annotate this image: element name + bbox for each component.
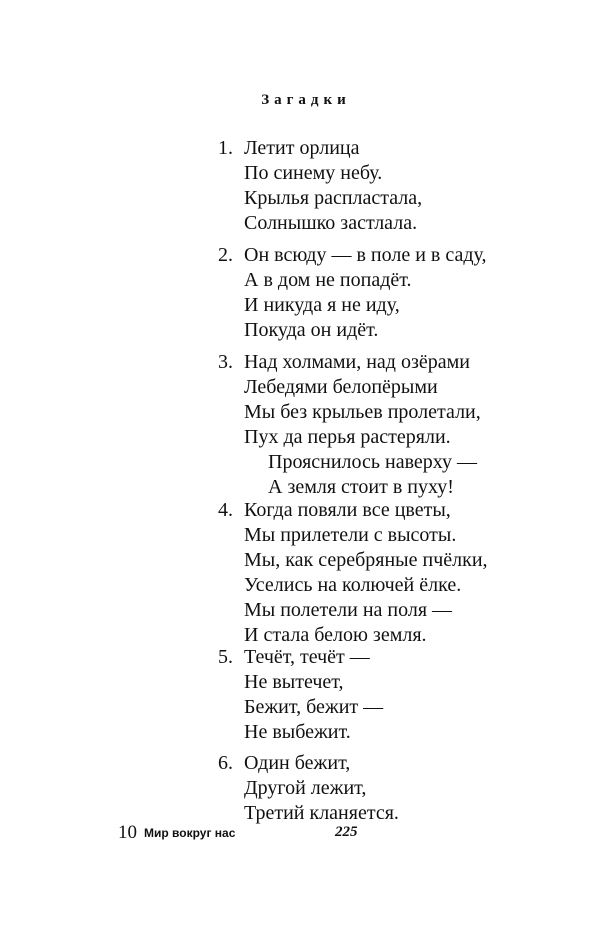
riddle-number: 2. (218, 244, 233, 266)
riddle-line: Летит орлица (244, 137, 360, 159)
riddle-number: 3. (218, 351, 233, 373)
riddle-line: Лебедями белопёрыми (244, 376, 438, 398)
riddle-2 (218, 243, 487, 343)
signature-number: 10 (118, 822, 137, 843)
riddle-line: Другой лежит, (244, 777, 367, 799)
riddle-line: Мы, как серебряные пчёлки, (244, 549, 488, 571)
riddle-3 (218, 350, 481, 500)
riddle-line: Прояснилось наверху — (268, 451, 478, 473)
riddle-number: 6. (218, 752, 233, 774)
page-title: Загадки (261, 92, 351, 108)
riddle-line: Крылья распластала, (244, 187, 423, 209)
signature-text: Мир вокруг нас (144, 826, 236, 840)
riddle-line: Течёт, течёт — (244, 646, 370, 668)
riddle-line: А в дом не попадёт. (244, 269, 412, 291)
riddle-line: Солнышко застлала. (244, 212, 418, 234)
riddle-4 (218, 498, 488, 648)
riddle-line: А земля стоит в пуху! (268, 476, 454, 498)
riddle-line: По синему небу. (244, 162, 383, 184)
riddle-line: Покуда он идёт. (244, 319, 379, 341)
page-footer (118, 822, 378, 846)
riddle-number: 5. (218, 646, 233, 668)
riddle-line: Один бежит, (244, 752, 351, 774)
riddle-line: Уселись на колючей ёлке. (244, 574, 462, 596)
riddle-line: Он всюду — в поле и в саду, (244, 244, 487, 266)
page-number: 225 (335, 824, 358, 840)
riddle-line: Третий кланяется. (244, 802, 399, 824)
riddle-line: И никуда я не иду, (244, 294, 400, 316)
riddle-line: И стала белою земля. (244, 624, 427, 646)
riddle-1 (218, 136, 422, 236)
riddle-6 (218, 751, 399, 826)
riddle-line: Когда повяли все цветы, (244, 499, 451, 521)
riddle-line: Не вытечет, (244, 671, 344, 693)
riddle-line: Мы полетели на поля — (244, 599, 453, 621)
riddle-line: Не выбежит. (244, 721, 351, 743)
riddle-line: Мы без крыльев пролетали, (244, 401, 481, 423)
riddle-number: 1. (218, 137, 233, 159)
riddle-5 (218, 645, 383, 745)
riddle-number: 4. (218, 499, 233, 521)
riddle-line: Над холмами, над озёрами (244, 351, 470, 373)
riddle-line: Пух да перья растеряли. (244, 426, 451, 448)
riddle-line: Мы прилетели с высоты. (244, 524, 457, 546)
riddle-line: Бежит, бежит — (244, 696, 384, 718)
